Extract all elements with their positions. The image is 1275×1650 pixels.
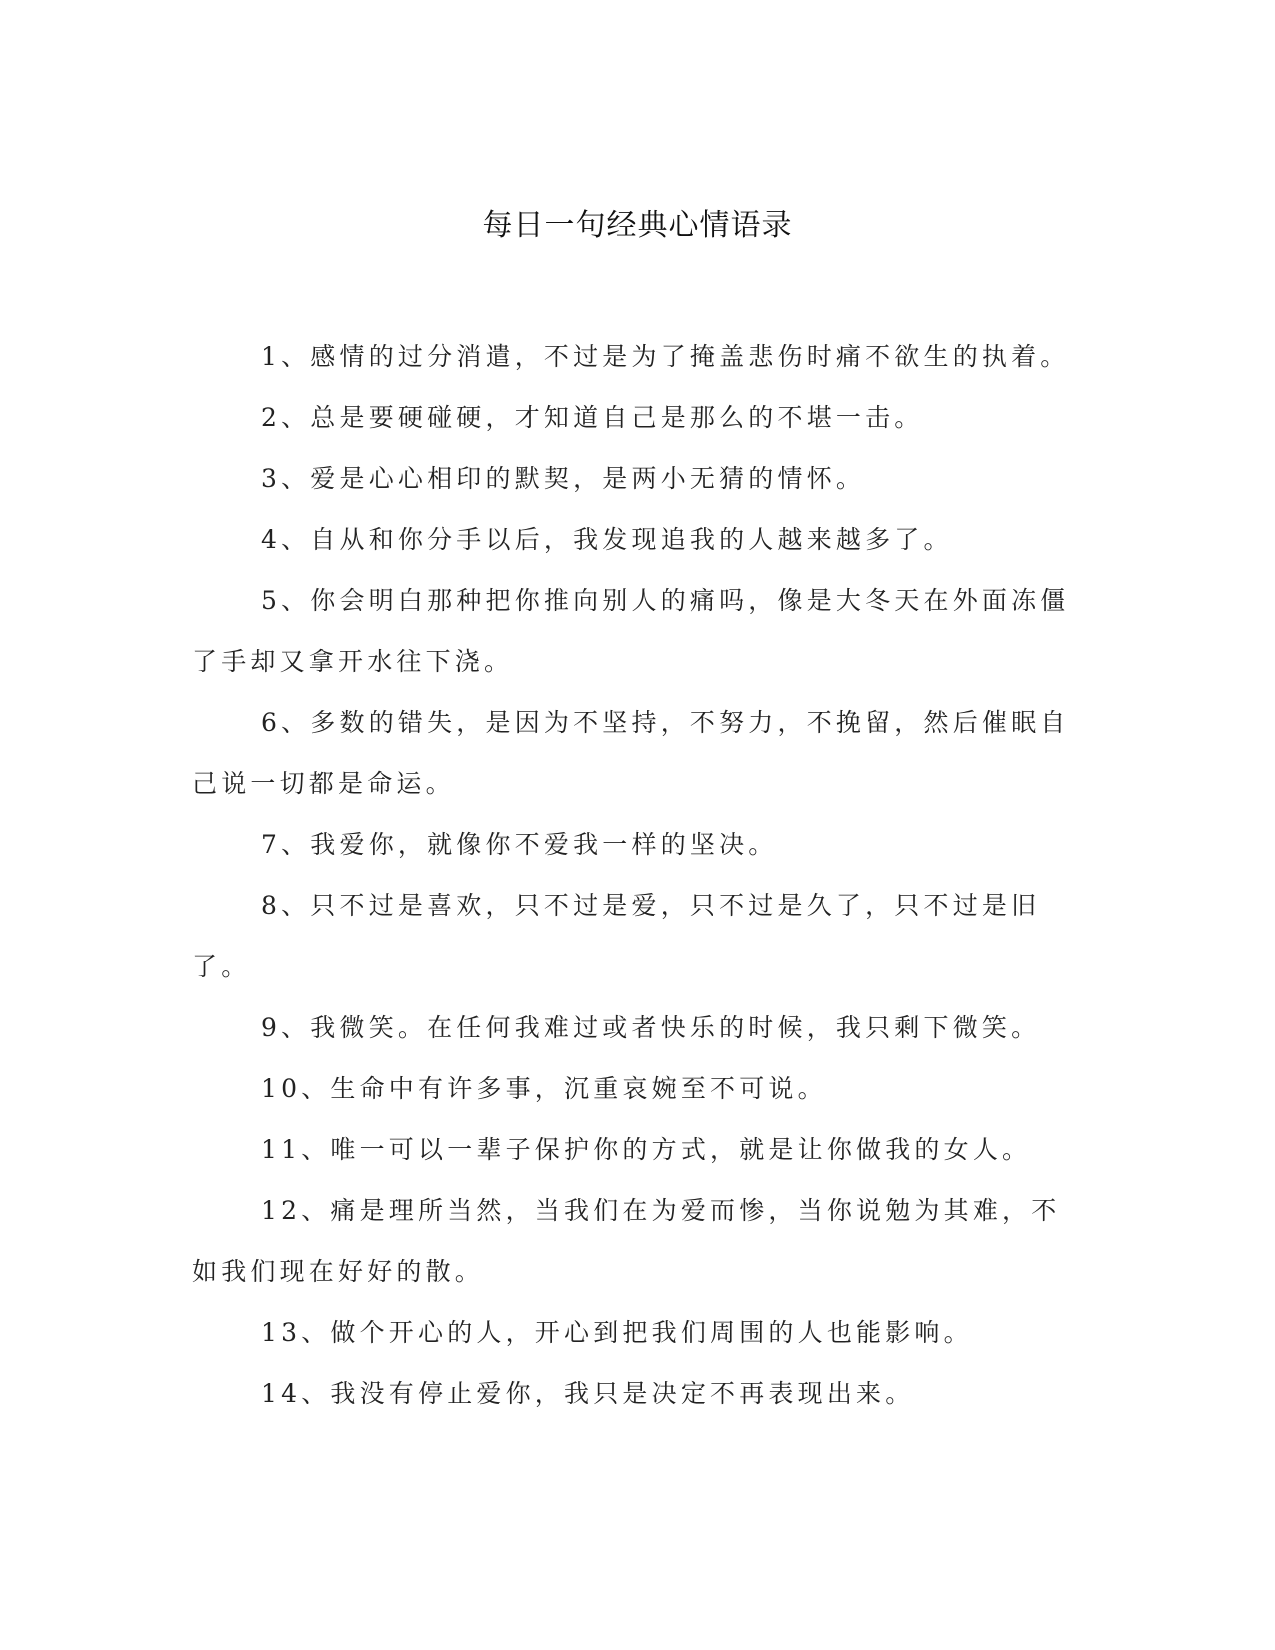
quote-paragraph-8: 8、只不过是喜欢，只不过是爱，只不过是久了，只不过是旧了。 (192, 891, 1041, 981)
quote-paragraph-7: 7、我爱你，就像你不爱我一样的坚决。 (261, 830, 778, 859)
quote-paragraph-13: 13、做个开心的人，开心到把我们周围的人也能影响。 (261, 1318, 973, 1347)
quote-paragraph-2: 2、总是要硬碰硬，才知道自己是那么的不堪一击。 (261, 403, 924, 432)
quote-paragraph-14: 14、我没有停止爱你，我只是决定不再表现出来。 (261, 1379, 915, 1408)
document-title: 每日一句经典心情语录 (482, 208, 793, 243)
quote-paragraph-4: 4、自从和你分手以后，我发现追我的人越来越多了。 (261, 525, 953, 554)
quote-paragraph-12: 12、痛是理所当然，当我们在为爱而惨，当你说勉为其难，不如我们现在好好的散。 (192, 1196, 1061, 1286)
quote-paragraph-3: 3、爱是心心相印的默契，是两小无猜的情怀。 (261, 464, 866, 493)
quote-list (192, 326, 1072, 1424)
quote-paragraph-5: 5、你会明白那种把你推向别人的痛吗，像是大冬天在外面冻僵了手却又拿开水往下浇。 (192, 586, 1070, 676)
quote-paragraph-9: 9、我微笑。在任何我难过或者快乐的时候，我只剩下微笑。 (261, 1013, 1041, 1042)
quote-paragraph-10: 10、生命中有许多事，沉重哀婉至不可说。 (261, 1074, 827, 1103)
quote-paragraph-11: 11、唯一可以一辈子保护你的方式，就是让你做我的女人。 (261, 1135, 1032, 1164)
quote-paragraph-1: 1、感情的过分消遣，不过是为了掩盖悲伤时痛不欲生的执着。 (261, 342, 1070, 371)
quote-paragraph-6: 6、多数的错失，是因为不坚持，不努力，不挽留，然后催眠自己说一切都是命运。 (192, 708, 1070, 798)
